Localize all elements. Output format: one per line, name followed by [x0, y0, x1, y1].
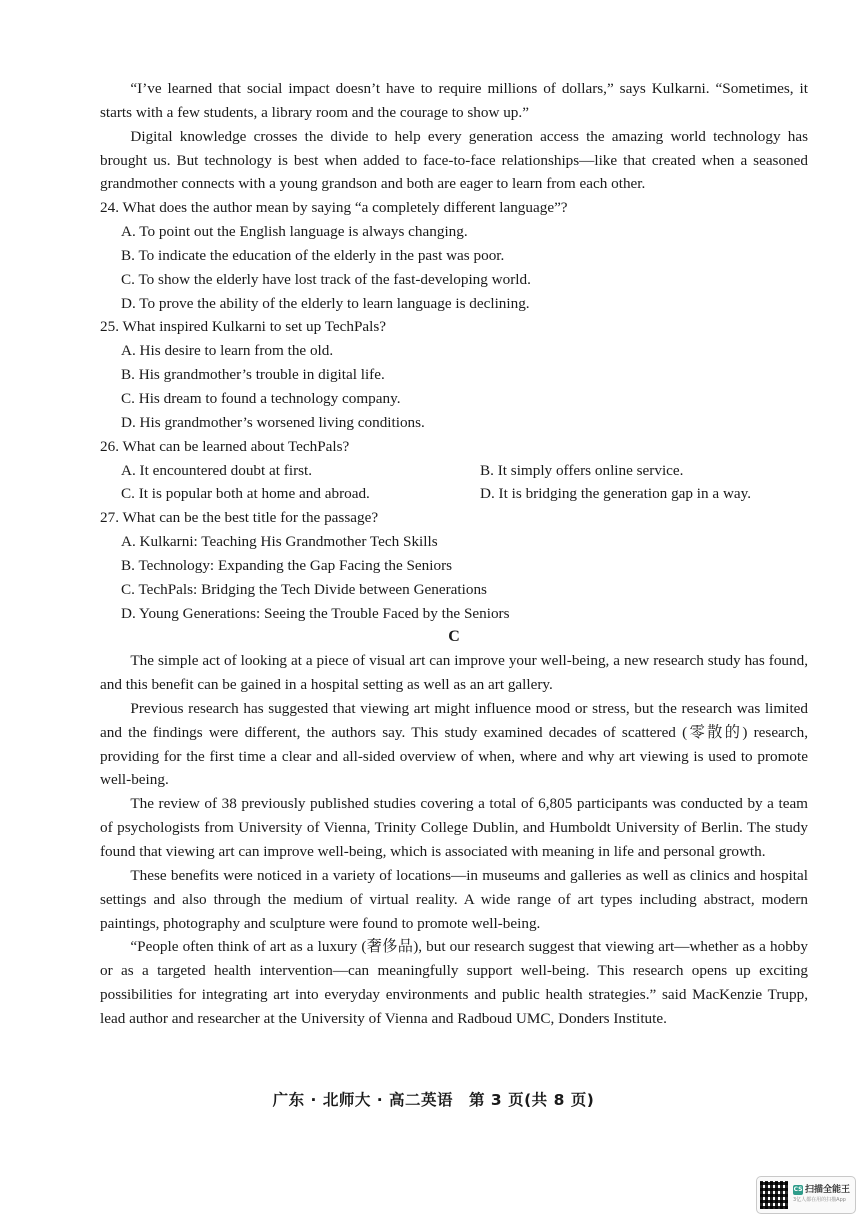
- section-title: C: [448, 628, 460, 646]
- option-a: A. It encountered doubt at first.: [121, 461, 313, 479]
- passage-c-paragraph-3: The review of 38 previously published studies covering a total of 6,805 participants was conducted by a team of psychologists from University of Vienna, Trinity College Dublin, and Humboldt University of Berlin. The study found that viewing art can improve well-being, which is associated with meaning in life and personal growth.: [100, 795, 808, 860]
- watermark-text: [793, 1185, 850, 1205]
- intro-paragraph-1: “I’ve learned that social impact doesn’t have to require millions of dollars,” says Kulkarni. “Sometimes, it starts with a few students, a library room and the courage to show up.”: [100, 80, 808, 121]
- option-c: C. TechPals: Bridging the Tech Divide between Generations: [121, 580, 487, 598]
- page-footer: 广东 · 北师大 · 高二英语 第 3 页(共 8 页): [272, 1091, 595, 1109]
- option-c: C. It is popular both at home and abroad.: [121, 485, 370, 503]
- question-stem: 26. What can be learned about TechPals?: [100, 437, 350, 455]
- option-row: [100, 459, 808, 483]
- question-stem: 25. What inspired Kulkarni to set up TechPals?: [100, 318, 387, 336]
- question-24: [100, 196, 808, 315]
- option-d: D. It is bridging the generation gap in a way.: [480, 485, 752, 503]
- option-a: A. Kulkarni: Teaching His Grandmother Tech Skills: [121, 533, 438, 551]
- camscanner-logo-icon: CS: [793, 1186, 803, 1193]
- page-content: [100, 77, 808, 1031]
- option-b: B. His grandmother’s trouble in digital life.: [121, 366, 385, 384]
- watermark-brand-name: 扫描全能王: [805, 1185, 851, 1195]
- passage-c-paragraph-2: Previous research has suggested that viewing art might influence mood or stress, but the research was limited and the findings were different, the authors say. This study examined decades of scattered (零散的) research, providing for the first time a clear and all-sided overview of when, where and why art viewing is used to promote well-being.: [100, 699, 808, 789]
- option-d: D. To prove the ability of the elderly to learn language is declining.: [121, 294, 530, 312]
- scanner-watermark: [756, 1176, 856, 1214]
- intro-paragraph-2: Digital knowledge crosses the divide to help every generation access the amazing world technology has brought us. But technology is best when added to face-to-face relationships—like that created when a seasoned grandmother connects with a young grandson and both are eager to learn from each other.: [100, 127, 808, 193]
- passage-c-paragraph-5: “People often think of art as a luxury (奢侈品), but our research suggest that viewing art—whether as a hobby or as a targeted health intervention—can meaningfully support well-being. This research opens up exciting possibilities for integrating art into everyday environments and public health strategies.” said MacKenzie Trupp, lead author and researcher at the University of Vienna and Radboud UMC, Donders Institute.: [100, 938, 808, 1027]
- option-b: B. It simply offers online service.: [480, 461, 684, 479]
- option-b: B. To indicate the education of the elderly in the past was poor.: [121, 246, 505, 264]
- option-row: [100, 482, 808, 506]
- question-stem: 27. What can be the best title for the passage?: [100, 509, 379, 527]
- option-d: D. His grandmother’s worsened living conditions.: [121, 413, 425, 431]
- option-b: B. Technology: Expanding the Gap Facing the Seniors: [121, 556, 453, 574]
- question-stem: 24. What does the author mean by saying “a completely different language”?: [100, 199, 568, 217]
- question-25: [100, 315, 808, 434]
- watermark-subtitle: 3亿人都在用的扫描App: [793, 1197, 846, 1203]
- question-26: [100, 435, 808, 507]
- qr-code-icon: [760, 1181, 788, 1209]
- passage-c-paragraph-4: These benefits were noticed in a variety of locations—in museums and galleries as well as clinics and hospital settings and also through the medium of virtual reality. A wide range of art types including abstract, modern paintings, photography and sculpture were found to promote well-being.: [100, 866, 808, 932]
- passage-c-paragraph-1: The simple act of looking at a piece of visual art can improve your well-being, a new research study has found, and this benefit can be gained in a hospital setting as well as an art gallery.: [100, 652, 808, 694]
- option-c: C. His dream to found a technology company.: [121, 389, 401, 407]
- option-a: A. His desire to learn from the old.: [121, 342, 334, 360]
- watermark-brand: [793, 1185, 850, 1195]
- option-a: A. To point out the English language is always changing.: [121, 223, 468, 241]
- option-c: C. To show the elderly have lost track of the fast-developing world.: [121, 270, 531, 288]
- question-27: [100, 506, 808, 625]
- option-d: D. Young Generations: Seeing the Trouble Faced by the Seniors: [121, 604, 510, 622]
